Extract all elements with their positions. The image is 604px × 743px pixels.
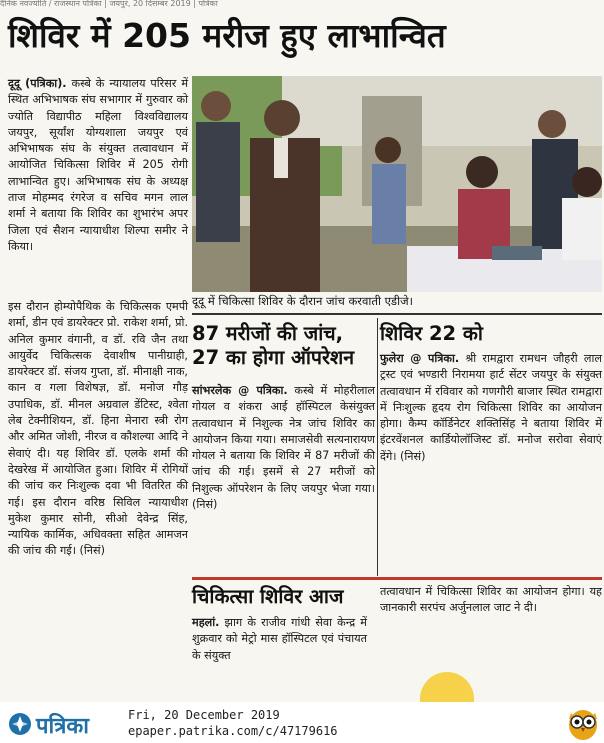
article3-text: श्री रामद्वारा रामधन जौहरी लाल ट्रस्ट एवं भण्डारी निरामया हार्ट सेंटर जयपुर के संयुक्त तत्वावधान में रविवार को गणगौरी बाजार स्थित रामद्वारा में निःशुल्क हृदय रोग चिकित्सा शिविर का आयोजन होगा। कैम्प कॉर्डिनेटर शक्तिसिंह ने बताया शिविर में इंटरवेंशनल कार्डियोलॉजिस्ट डॉ. मनोज सरोवा सेवाएं देंगे। (निसं): [380, 352, 602, 463]
main-article-para2: इस दौरान होम्योपैथिक के चिकित्सक एमपी शर्मा, डीन एवं डायरेक्टर प्रो. राकेश शर्मा, प्रो. अनिल कुमार वंगानी, व डॉ. रवि जैन तथा आयुर्वेद चिकित्सक देवाशीष पानीग्राही, डायरेक्टर डॉ. संजय गुप्ता, डॉ. मीनाक्षी नाक, कान व गला विशेषज्ञ, डॉ. मनोज गौड़ उपाधिक, डॉ. मीनल अग्रवाल डेंटिस्ट, श्वेता लेब टेक्नीशियन, डॉ. हिना मेनारा स्त्री रोग और अमित जोशी, नीरज व कौशल्या आदि ने सेवाएं दी। यह शिविर डॉ. एलके शर्मा की देखरेख में आयोजित हुआ। शिविर में रोगियों की जांच कर निःशुल्क दवा भी वितरित की गई। इस दौरान वरिष्ठ सिविल न्यायाधीश मुकेश कुमार सोनी, सीओ देवेन्द्र सिंह, न्यायिक कार्मिक, अधिवक्ता सहित आमजन की जांच की गई। (निसं): [8, 300, 188, 558]
main-article-text1: कस्बे के न्यायालय परिसर में स्थित अभिभाषक संघ सभागार में गुरुवार को ज्योति विद्यापीठ महिला विश्वविद्यालय जयपुर, सूर्यांश योग्यशाला जयपुर एवं अभिभाषक संघ के संयुक्त तत्वावधान में आयोजित चिकित्सा शिविर में 205 रोगी लाभान्वित हुए। अभिभाषक संघ के अध्यक्ष ताज मोहम्मद रंगरेज व सचिव मगन लाल शर्मा ने बताया कि शिविर का शुभारंभ अपर जिला एवं सैशन न्यायाधीश शिल्पा समीर ने किया।: [8, 77, 189, 253]
article3-dateline: फुलेरा @ पत्रिका.: [380, 352, 460, 365]
footer-url[interactable]: epaper.patrika.com/c/47179616: [128, 724, 338, 738]
caption-divider: [192, 313, 602, 315]
article2-text: कस्बे में मोहरीलाल गोयल व शंकरा आई हॉस्पिटल केसंयुक्त तत्वावधान में निशुल्क नेत्र जांच शिविर का आयोजन किया गया। समाजसेवी सत्यनारायण गोयल ने बताया कि शिविर में 87 मरीजों की जांच की गई। इसमें से 27 मरीजों को निशुल्क ऑपरेशन के लिए जयपुर भेजा गया। (निसं): [192, 384, 375, 512]
patrika-logo-icon: [8, 712, 32, 736]
article3-heading: शिविर 22 को: [380, 322, 483, 345]
footer: [0, 702, 604, 743]
footer-brand: पत्रिका: [36, 714, 89, 739]
column-divider: [377, 318, 378, 576]
event-photo: [192, 76, 602, 292]
article4-heading: चिकित्सा शिविर आज: [192, 585, 344, 608]
footer-date: Fri, 20 December 2019: [128, 708, 280, 722]
main-article-dateline: दूदू (पत्रिका).: [8, 77, 67, 90]
page-headline: शिविर में 205 मरीज हुए लाभान्वित: [8, 16, 446, 55]
article4-dateline: महलां.: [192, 616, 220, 629]
top-strip: दैनिक नवज्योति / राजस्थान पत्रिका | जयपुर, 20 दिसम्बर 2019 | पत्रिका: [0, 0, 218, 8]
article2-dateline: सांभरलेक @ पत्रिका.: [192, 384, 288, 397]
article2-body: [192, 383, 375, 513]
article4-text: झाग के राजीव गांधी सेवा केन्द्र में शुक्रवार को मेट्रो मास हॉस्पिटल एवं पंचायत के संयुक्त: [192, 616, 367, 662]
main-article-para1: [8, 76, 188, 255]
ad-graphic: [420, 672, 474, 702]
event-photo-illustration: [192, 76, 602, 292]
section-divider-red: [192, 577, 602, 580]
article4-continuation: तत्वावधान में चिकित्सा शिविर का आयोजन होगा। यह जानकारी सरपंच अर्जुनलाल जाट ने दी।: [380, 585, 602, 615]
article4-body: [192, 615, 367, 664]
article2-heading: 87 मरीजों की जांच, 27 का होगा ऑपरेशन: [192, 322, 355, 369]
owl-mascot-icon: [566, 705, 600, 741]
article3-body: [380, 351, 602, 465]
photo-caption: दूदू में चिकित्सा शिविर के दौरान जांच करवाती एडीजे।: [192, 294, 413, 308]
